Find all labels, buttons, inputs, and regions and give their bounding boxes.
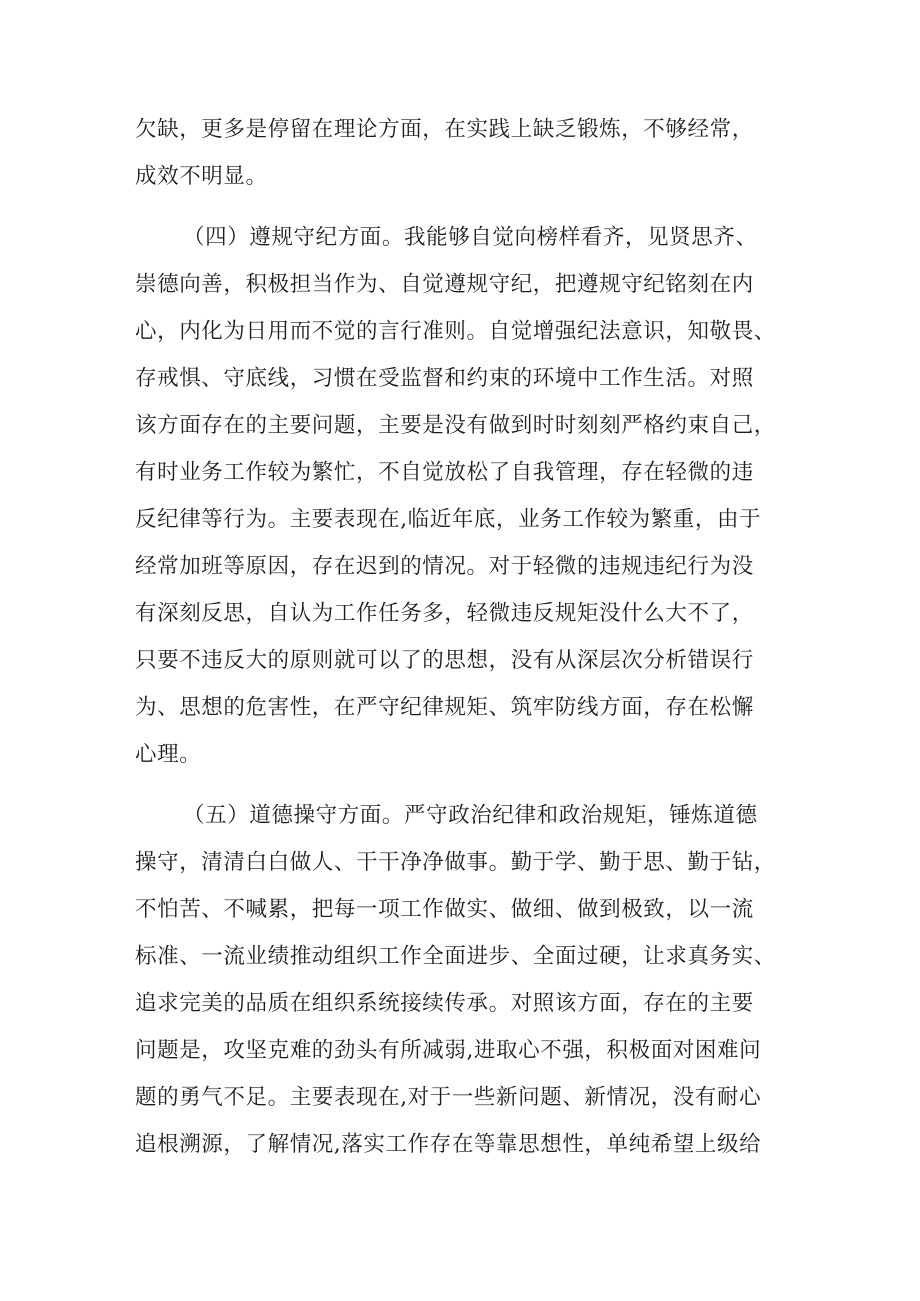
text-line: 追求完美的品质在组织系统接续传承。对照该方面，存在的主要 xyxy=(135,991,754,1016)
text-line: 存戒惧、守底线，习惯在受监督和约束的环境中工作生活。对照 xyxy=(135,366,754,391)
text-line: 有时业务工作较为繁忙，不自觉放松了自我管理，存在轻微的违 xyxy=(135,460,754,485)
text-line: 不怕苦、不喊累，把每一项工作做实、做细、做到极致，以一流 xyxy=(135,897,754,922)
text-line: 只要不违反大的原则就可以了的思想，没有从深层次分析错误行 xyxy=(135,648,754,673)
text-line: 该方面存在的主要问题，主要是没有做到时时刻刻严格约束自己， xyxy=(135,413,776,438)
text-line: 成效不明显。 xyxy=(135,164,268,189)
text-line: 追根溯源，了解情况,落实工作存在等靠思想性，单纯希望上级给 xyxy=(135,1132,762,1157)
text-line: 有深刻反思，自认为工作任务多，轻微违反规矩没什么大不了， xyxy=(135,601,754,626)
text-line: 心理。 xyxy=(135,742,202,767)
text-line: 心，内化为日用而不觉的言行准则。自觉增强纪法意识，知敬畏、 xyxy=(135,319,776,344)
paragraph-gap xyxy=(135,200,795,214)
text-line: 崇德向善，积极担当作为、自觉遵规守纪，把遵规守纪铭刻在内 xyxy=(135,272,754,297)
text-line: 题的勇气不足。主要表现在,对于一些新问题、新情况，没有耐心 xyxy=(135,1085,762,1110)
text-line: 问题是，攻坚克难的劲头有所减弱,进取心不强，积极面对困难问 xyxy=(135,1038,762,1063)
text-line-first: （四）遵规守纪方面。我能够自觉向榜样看齐，见贤思齐、 xyxy=(183,225,758,250)
text-line: 为、思想的危害性，在严守纪律规矩、筑牢防线方面，存在松懈 xyxy=(135,695,754,720)
text-line: 欠缺，更多是停留在理论方面，在实践上缺乏锻炼，不够经常， xyxy=(135,117,754,142)
paragraph-gap xyxy=(135,778,795,792)
paragraph-continuation xyxy=(135,106,795,200)
text-line: 操守，清清白白做人、干干净净做事。勤于学、勤于思、勤于钻， xyxy=(135,850,776,875)
paragraph-discipline xyxy=(135,214,795,778)
text-line: 标准、一流业绩推动组织工作全面进步、全面过硬，让求真务实、 xyxy=(135,944,776,969)
document-body xyxy=(135,106,795,1168)
text-line-first: （五）道德操守方面。严守政治纪律和政治规矩，锤炼道德 xyxy=(183,803,758,828)
text-line: 反纪律等行为。主要表现在,临近年底，业务工作较为繁重，由于 xyxy=(135,507,762,532)
paragraph-morality xyxy=(135,792,795,1168)
text-line: 经常加班等原因，存在迟到的情况。对于轻微的违规违纪行为没 xyxy=(135,554,754,579)
